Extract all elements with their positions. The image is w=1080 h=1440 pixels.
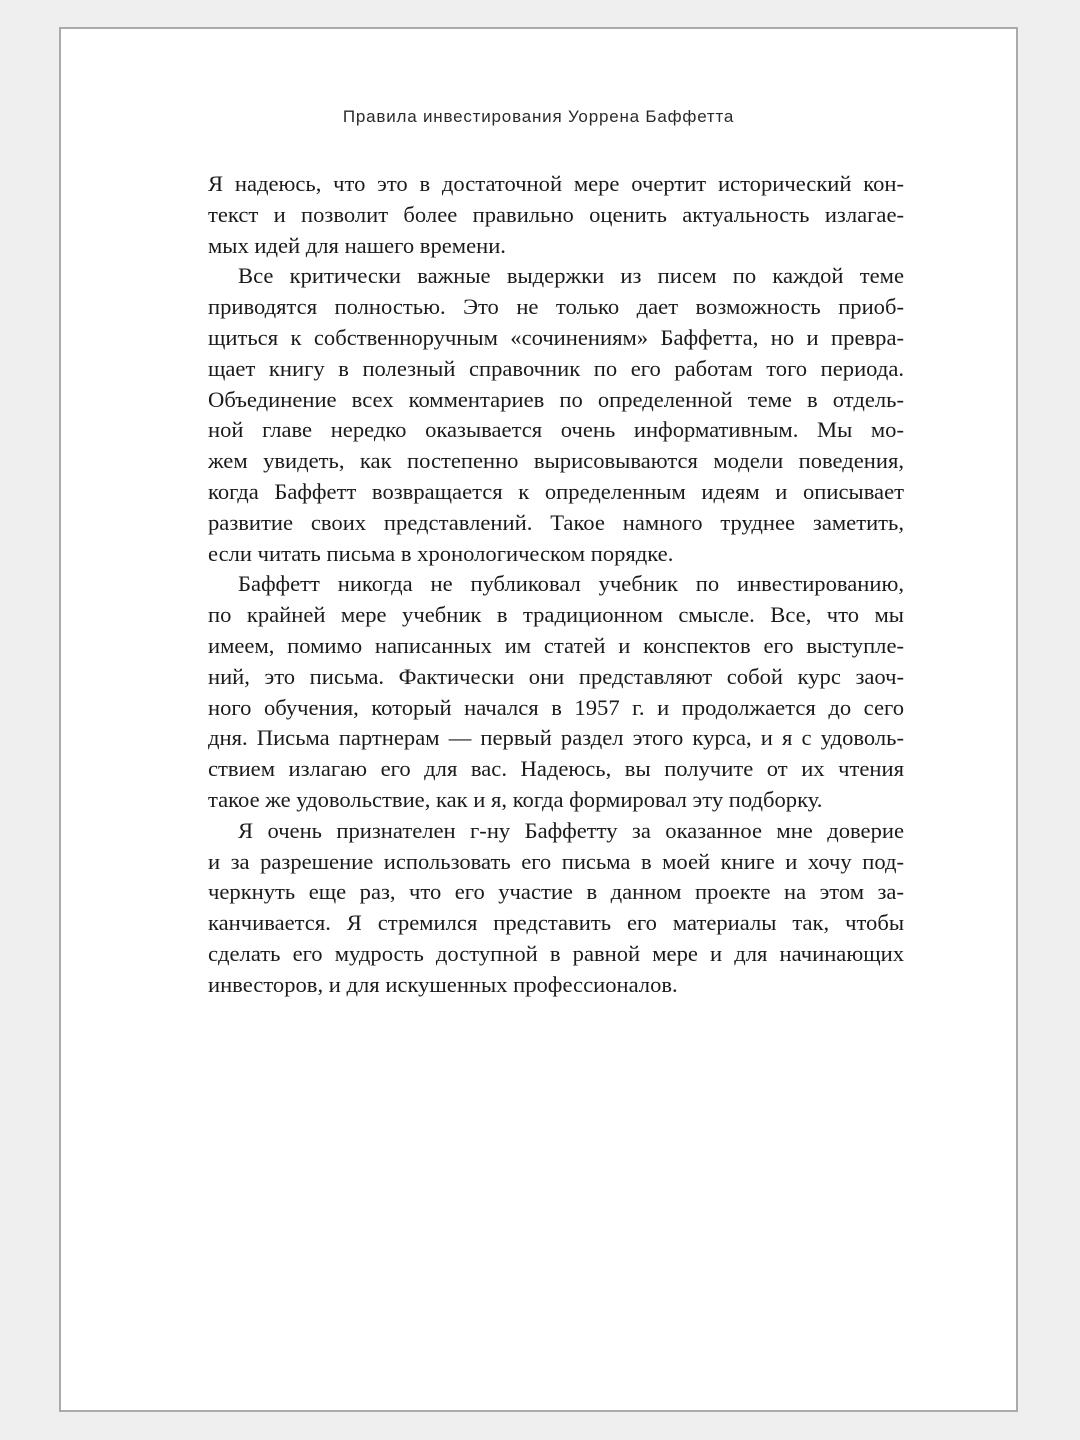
text-line: канчивается. Я стремился представить его материалы так, чтобы: [208, 910, 904, 936]
text-line: ной главе нередко оказывается очень информативным. Мы мо-: [208, 417, 904, 443]
text-line: сделать его мудрость доступной в равной мере и для начинающих: [208, 940, 904, 966]
text-line: мых идей для нашего времени.: [208, 232, 506, 258]
text-line: инвесторов, и для искушенных профессионалов.: [208, 971, 678, 997]
paragraph-1: [208, 169, 904, 261]
text-line: такое же удовольствие, как и я, когда формировал эту подборку.: [208, 786, 823, 812]
text-line: черкнуть еще раз, что его участие в данном проекте на этом за-: [208, 879, 904, 905]
text-line: щает книгу в полезный справочник по его работам того периода.: [208, 355, 904, 381]
text-line: приводятся полностью. Это не только дает возможность приоб-: [208, 294, 904, 320]
text-line: Все критически важные выдержки из писем по каждой теме: [238, 263, 904, 289]
text-line: щиться к собственноручным «сочинениям» Баффетта, но и превра-: [208, 324, 904, 350]
text-line: ний, это письма. Фактически они представляют собой курс заоч-: [208, 663, 904, 689]
text-line: текст и позволит более правильно оценить актуальность излагае-: [208, 201, 904, 227]
paragraph-4: [208, 816, 904, 1001]
text-line: Я очень признателен г-ну Баффетту за оказанное мне доверие: [238, 817, 904, 843]
text-line: когда Баффетт возвращается к определенным идеям и описывает: [208, 478, 904, 504]
text-line: имеем, помимо написанных им статей и конспектов его выступле-: [208, 632, 904, 658]
book-page: [59, 27, 1018, 1412]
paragraph-3: [208, 569, 904, 815]
text-line: если читать письма в хронологическом порядке.: [208, 540, 674, 566]
text-line: ного обучения, который начался в 1957 г. и продолжается до сего: [208, 694, 904, 720]
running-head-title: Правила инвестирования Уоррена Баффетта: [342, 107, 735, 126]
text-line: ствием излагаю его для вас. Надеюсь, вы получите от их чтения: [208, 756, 904, 782]
text-line: по крайней мере учебник в традиционном смысле. Все, что мы: [208, 602, 904, 628]
text-line: Объединение всех комментариев по определенной теме в отдель-: [208, 386, 904, 412]
text-line: Баффетт никогда не публиковал учебник по инвестированию,: [238, 571, 904, 597]
text-line: и за разрешение использовать его письма в моей книге и хочу под-: [208, 848, 904, 874]
text-line: жем увидеть, как постепенно вырисовываются модели поведения,: [208, 448, 904, 474]
text-line: Я надеюсь, что это в достаточной мере очертит исторический кон-: [208, 171, 904, 196]
text-line: развитие своих представлений. Такое намного труднее заметить,: [208, 509, 904, 535]
page-body: [208, 169, 904, 1001]
text-line: дня. Письма партнерам — первый раздел этого курса, и я с удоволь-: [208, 725, 904, 751]
paragraph-2: [208, 261, 904, 569]
